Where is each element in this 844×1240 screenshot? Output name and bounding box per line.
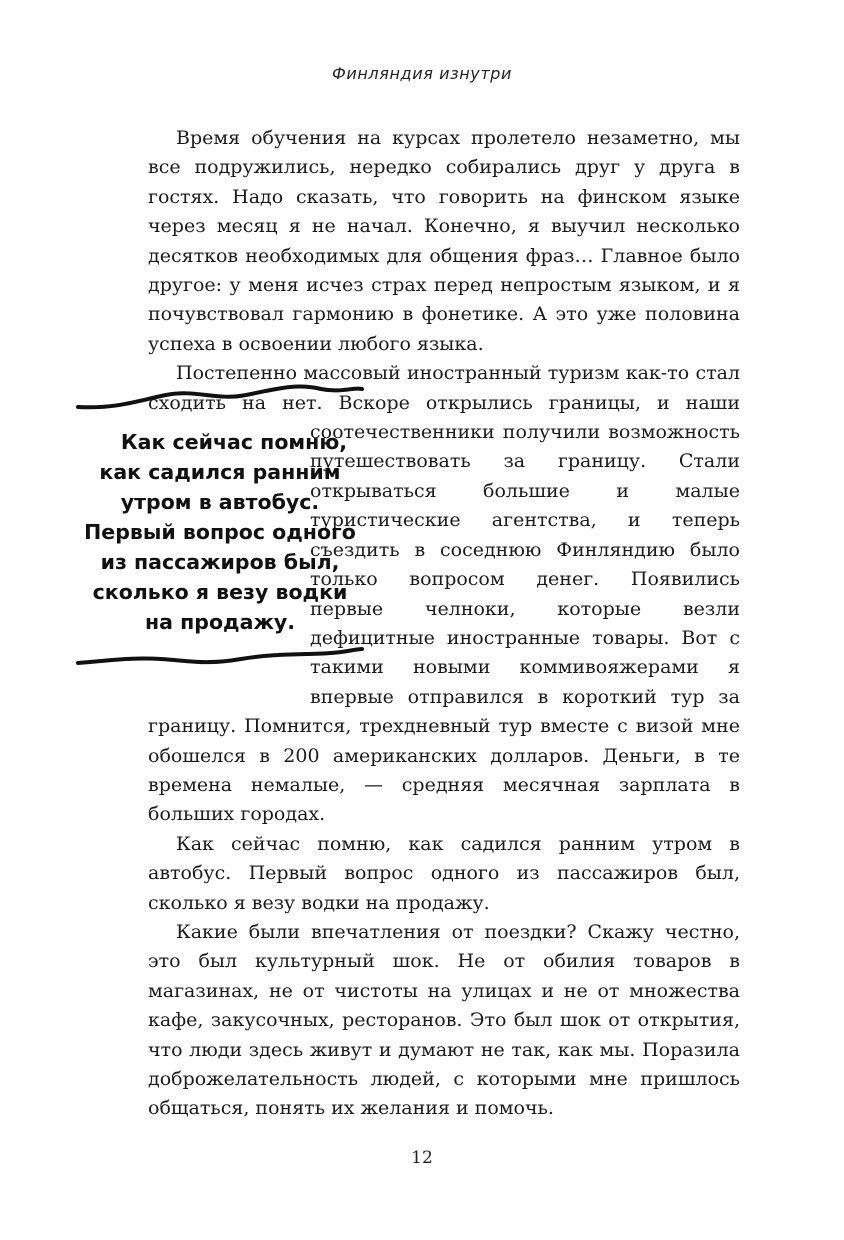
pull-quote-text: Как сейчас помню, как садился ранним утром в автобус. Первый вопрос одного из пассажиров был, сколько я везу водки на продажу. [84, 429, 356, 634]
paragraph-2-start: Постепенно массовый иностранный туризм как-то стал сходить на нет. Вскоре [148, 362, 740, 414]
paragraph-1: Время обучения на курсах пролетело незаметно, мы все подружились, нередко собирались друг у друга в гостях. Надо сказать, что говорить на финском языке через месяц я не начал. Конечно, я выучил несколько десятков необходимых для общения фраз… Главное было другое: у меня исчез страх перед непростым языком, и я почувствовал гармонию в фонетике. А это уже половина успеха в освоении любого языка. [148, 127, 740, 355]
paragraph-3: Как сейчас помню, как садился ранним утром в автобус. Первый вопрос одного из пассажиров был, сколько я везу водки на продажу. [148, 832, 740, 914]
page-number: 12 [411, 1148, 433, 1168]
wave-divider-top [76, 375, 364, 415]
running-header: Финляндия изнутри [331, 64, 513, 83]
paragraph-4: Какие были впечатления от поездки? Скажу честно, это был культурный шок. Не от обилия товаров в магазинах, не от чистоты на улицах и не от множества кафе, закусочных, ресторанов. Это был шок от открытия, что люди здесь живут и думают не так, как мы. Поразила доброжелательность людей, с которыми мне пришлось общаться, понять их желания и помочь. [148, 920, 740, 1120]
wave-divider-bottom [76, 635, 364, 675]
paragraph-2 [84, 359, 740, 830]
paragraph-2-rest: открылись границы, и наши соотечественники получили возможность путешествовать за границу. Стали открываться большие и малые туристические агентства, и теперь съездить в соседнюю Финляндию было только вопросом денег. Появились первые челноки, которые везли дефицитные иностранные товары. Вот с такими новыми коммивояжерами я впервые отправился в короткий тур за границу. Помнится, трехдневный тур вместе с визой мне обошелся в 200 американских долларов. Деньги, в те времена немалые, — средняя месячная зарплата в больших городах. [148, 391, 740, 826]
pull-quote [76, 389, 356, 697]
body-text [84, 124, 740, 1124]
